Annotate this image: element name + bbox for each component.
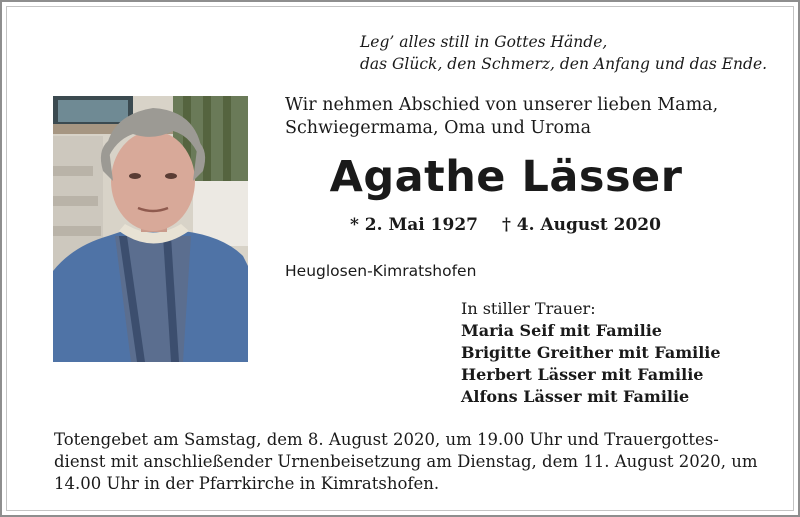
hometown: Heuglosen-Kimratshofen: [285, 262, 477, 280]
service-line: dienst mit anschließender Urnenbeisetzung am Dienstag, dem 11. August 2020, um: [54, 452, 758, 471]
birth-date: * 2. Mai 1927: [350, 215, 478, 235]
mourner-family: Brigitte Greither mit Familie: [461, 343, 721, 362]
farewell-intro: [285, 94, 718, 140]
motto-verse: [360, 31, 767, 75]
deceased-name: Agathe Lässer: [329, 152, 683, 202]
motto-line: Leg’ alles still in Gottes Hände,: [360, 33, 608, 51]
service-details: [54, 429, 759, 495]
mourner-family: Herbert Lässer mit Familie: [461, 365, 704, 384]
service-line: Totengebet am Samstag, dem 8. August 2020, um 19.00 Uhr und Trauergottes-: [54, 430, 719, 449]
mourners-list: [461, 298, 721, 408]
service-line: 14.00 Uhr in der Pfarrkirche in Kimratshofen.: [54, 474, 440, 493]
mourners-label: In stiller Trauer:: [461, 299, 596, 318]
intro-line: Wir nehmen Abschied von unserer lieben Mama,: [285, 95, 719, 115]
mourner-family: Alfons Lässer mit Familie: [461, 387, 690, 406]
death-date: † 4. August 2020: [502, 215, 661, 235]
motto-line: das Glück, den Schmerz, den Anfang und das Ende.: [360, 55, 768, 73]
portrait-photo: [53, 96, 248, 362]
mourner-family: Maria Seif mit Familie: [461, 321, 662, 340]
intro-line: Schwiegermama, Oma und Uroma: [285, 118, 592, 138]
portrait-illustration: [53, 96, 248, 362]
